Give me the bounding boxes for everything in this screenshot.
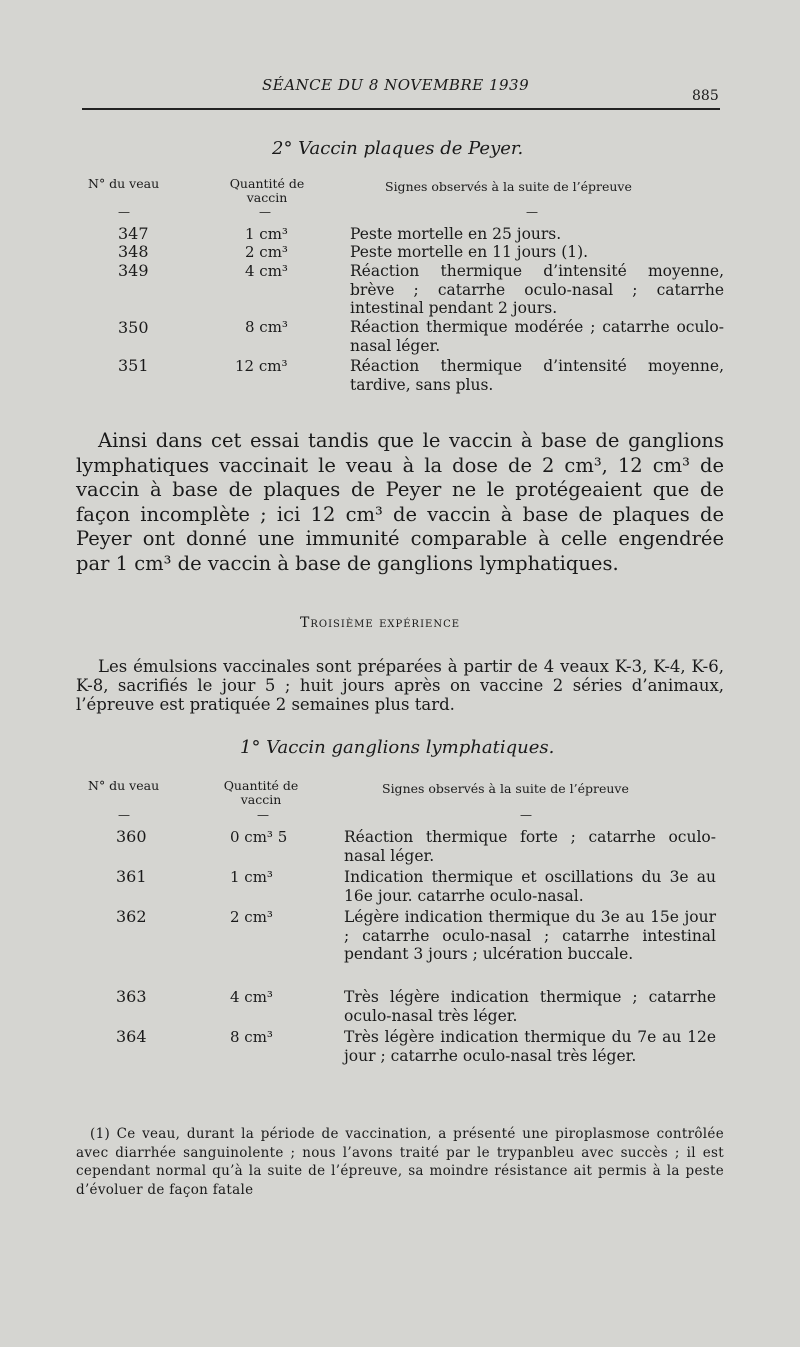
table1-row1-no: 347 — [118, 224, 149, 243]
table1-row2-signs: Peste mortelle en 11 jours (1). — [350, 243, 589, 261]
body-paragraph-2: Les émulsions vaccinales sont préparées à partir de 4 veaux K-3, K-4, K-6, K-8, sacrifiés le jour 5 ; huit jours après on vaccine 2 séries d’animaux, l’épreuve est pratiquée 2 semaines plus tard. — [76, 657, 724, 714]
table1-title: 2° Vaccin plaques de Peyer. — [272, 138, 524, 159]
table1-row2-no: 348 — [118, 242, 149, 261]
table1-col-no: N° du veau — [88, 176, 160, 191]
table2-row5-qty: 8 cm³ — [230, 1028, 273, 1046]
header-rule — [82, 108, 720, 110]
table2-title: 1° Vaccin ganglions lymphatiques. — [240, 737, 555, 758]
table2-row1-no: 360 — [116, 827, 147, 846]
table2-dash-signs: — — [520, 808, 532, 822]
table2-col-qty: Quantité de vaccin — [223, 778, 299, 807]
table1-row4-signs: Réaction thermique modérée ; catarrhe oculo-nasal léger. — [350, 318, 724, 355]
table2-row1-qty: 0 cm³ 5 — [230, 828, 288, 846]
table2-row3-qty: 2 cm³ — [230, 908, 273, 926]
table2-row1-signs: Réaction thermique forte ; catarrhe oculo-nasal léger. — [344, 828, 716, 865]
table1-dash-signs: — — [526, 205, 538, 219]
table2-row5-signs: Très légère indication thermique du 7e au 12e jour ; catarrhe oculo-nasal très léger. — [344, 1028, 716, 1065]
table1-col-signs: Signes observés à la suite de l’épreuve — [385, 179, 632, 194]
page-number: 885 — [692, 88, 719, 104]
table2-row4-no: 363 — [116, 987, 147, 1006]
table2-row5-no: 364 — [116, 1027, 147, 1046]
table1-dash-qty: — — [259, 205, 271, 219]
table2-row3-no: 362 — [116, 907, 147, 926]
table2-dash-qty: — — [257, 808, 269, 822]
table2-dash-no: — — [118, 808, 130, 822]
table1-row1-qty: 1 cm³ — [245, 225, 288, 243]
table2-row3-signs: Légère indication thermique du 3e au 15e jour ; catarrhe oculo-nasal ; catarrhe intestinal pendant 3 jours ; ulcération buccale. — [344, 908, 716, 963]
table1-row2-qty: 2 cm³ — [245, 243, 288, 261]
table2-row2-no: 361 — [116, 867, 147, 886]
table1-dash-no: — — [118, 205, 130, 219]
table1-row4-no: 350 — [118, 318, 149, 337]
table1-row5-no: 351 — [118, 356, 149, 375]
table2-col-no: N° du veau — [88, 778, 160, 793]
table1-row5-signs: Réaction thermique d’intensité moyenne, tardive, sans plus. — [350, 357, 724, 394]
table2-row4-signs: Très légère indication thermique ; catarrhe oculo-nasal très léger. — [344, 988, 716, 1025]
table1-row5-qty: 12 cm³ — [235, 357, 288, 375]
table1-col-qty: Quantité de vaccin — [229, 176, 305, 205]
table1-row3-qty: 4 cm³ — [245, 262, 288, 280]
table1-row3-signs: Réaction thermique d’intensité moyenne, brève ; catarrhe oculo-nasal ; catarrhe intestinal pendant 2 jours. — [350, 262, 724, 317]
table2-row4-qty: 4 cm³ — [230, 988, 273, 1006]
table2-row2-qty: 1 cm³ — [230, 868, 273, 886]
table2-col-signs: Signes observés à la suite de l’épreuve — [382, 781, 629, 796]
table2-row2-signs: Indication thermique et oscillations du 3e au 16e jour. catarrhe oculo-nasal. — [344, 868, 716, 905]
footnote: (1) Ce veau, durant la période de vaccination, a présenté une piroplasmose contrôlée avec diarrhée sanguinolente ; nous l’avons traité par le trypanbleu avec succès ; il est cependant normal qu’à la suite de l’épreuve, sa moindre résistance ait permis à la peste d’évoluer de façon fatale — [76, 1126, 724, 1198]
table1-row3-no: 349 — [118, 261, 149, 280]
table1-row1-signs: Peste mortelle en 25 jours. — [350, 225, 562, 243]
running-header: SÉANCE DU 8 NOVEMBRE 1939 — [262, 76, 530, 94]
body-paragraph-1: Ainsi dans cet essai tandis que le vaccin à base de ganglions lymphatiques vaccinait le veau à la dose de 2 cm³, 12 cm³ de vaccin à base de plaques de Peyer ne le protégeaient que de façon incomplète ; ici 12 cm³ de vaccin à base de plaques de Peyer ont donné une immunité comparable à celle engendrée par 1 cm³ de vaccin à base de ganglions lymphatiques. — [76, 429, 724, 575]
table1-row4-qty: 8 cm³ — [245, 318, 288, 336]
section-heading: Troisième expérience — [300, 615, 461, 631]
